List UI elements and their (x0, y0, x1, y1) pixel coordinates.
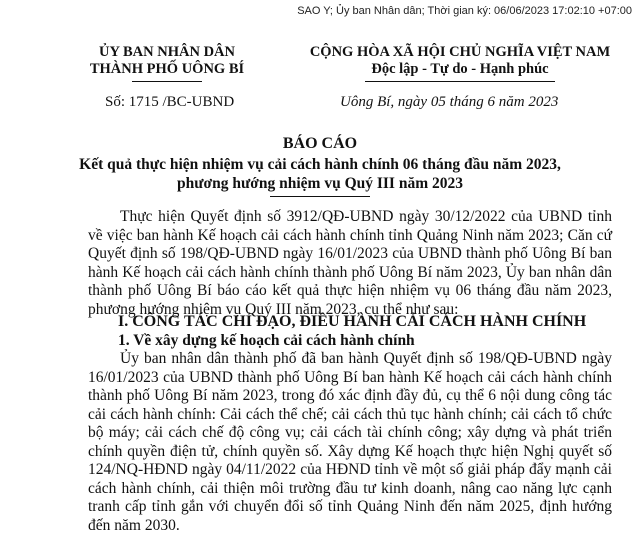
subtitle-line-1: Kết quả thực hiện nhiệm vụ cải cách hành chính 06 tháng đầu năm 2023, (79, 156, 561, 173)
national-title (300, 44, 620, 82)
motto-underline (365, 81, 555, 82)
intro-paragraph (88, 208, 612, 319)
section-1-heading: I. CÔNG TÁC CHỈ ĐẠO, ĐIỀU HÀNH CẢI CÁCH HÀNH CHÍNH (118, 313, 587, 330)
section-1-1-heading: 1. Về xây dựng kế hoạch cải cách hành chính (118, 332, 415, 349)
document-subtitle (0, 155, 640, 193)
subtitle-line-2: phương hướng nhiệm vụ Quý III năm 2023 (176, 175, 463, 192)
national-title-line-1: CỘNG HÒA XÃ HỘI CHỦ NGHĨA VIỆT NAM (309, 44, 611, 60)
authority-line-1: ỦY BAN NHÂN DÂN (98, 44, 235, 60)
authority-underline (132, 81, 202, 82)
national-motto: Độc lập - Tự do - Hạnh phúc (371, 61, 549, 77)
place-and-date: Uông Bí, ngày 05 tháng 6 năm 2023 (340, 94, 559, 110)
section-1-1-paragraph (88, 350, 612, 535)
intro-paragraph-text: Thực hiện Quyết định số 3912/QĐ-UBND ngày 30/12/2022 của UBND tỉnh về việc ban hành Kế hoạch cải cách hành chính tỉnh Quảng Ninh năm 2023; Căn cứ Quyết định số 198/QĐ-UBND ngày 16/01/2023 của UBND thành phố Uông Bí ban hành Kế hoạch cải cách hành chính thành phố Uông Bí năm 2023, Ủy ban nhân dân thành phố Uông Bí báo cáo kết quả thực hiện nhiệm vụ 06 tháng đầu năm 2023, phương hướng nhiệm vụ Quý III năm 2023, cụ thể như sau: (88, 208, 612, 318)
section-1-1-paragraph-text: Ủy ban nhân dân thành phố đã ban hành Quyết định số 198/QĐ-UBND ngày 16/01/2023 của UBND thành phố Uông Bí ban hành Kế hoạch cải cách hành chính thành phố Uông Bí năm 2023, trong đó xác định đầy đủ, cụ thể 6 nội dung công tác cải cách hành chính: Cải cách thể chế; cải cách thủ tục hành chính; cải cách tổ chức bộ máy; cải cách chế độ công vụ; cải cách tài chính công; xây dựng và phát triển chính quyền điện tử, chính quyền số. Xây dựng Kế hoạch thực hiện Nghị quyết số 124/NQ-HĐND ngày 04/11/2022 của HĐND tỉnh về một số giải pháp đẩy mạnh cải cách hành chính, cải thiện môi trường đầu tư kinh doanh, nâng cao năng lực cạnh tranh cấp tỉnh gắn với chuyển đổi số tỉnh Quảng Ninh đến năm 2025, định hướng đến năm 2030. (88, 350, 612, 534)
issuing-authority (62, 44, 272, 82)
authority-line-2: THÀNH PHỐ UÔNG BÍ (89, 61, 245, 77)
document-number: Số: 1715 /BC-UBND (105, 94, 235, 110)
digital-signature-stamp: SAO Y; Ủy ban Nhân dân; Thời gian ký: 06/06/2023 17:02:10 +07:00 (297, 5, 632, 17)
subtitle-underline (270, 196, 370, 197)
document-title: BÁO CÁO (282, 135, 358, 152)
